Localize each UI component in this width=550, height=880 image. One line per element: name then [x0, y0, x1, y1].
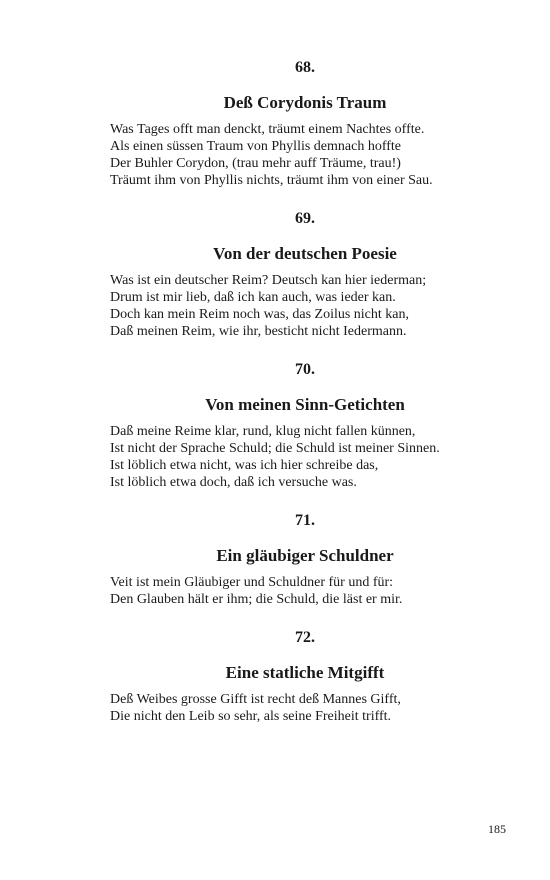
poem-number: 72. — [295, 629, 315, 646]
poem-lines — [110, 574, 500, 608]
poem-number: 68. — [295, 59, 315, 76]
poem-line: Den Glauben hält er ihm; die Schuld, die läst er mir. — [110, 592, 403, 607]
poem-69 — [110, 209, 500, 340]
poem-line: Daß meinen Reim, wie ihr, besticht nicht Iedermann. — [110, 324, 407, 339]
poem-lines — [110, 272, 500, 340]
poem-title: Ein gläubiger Schuldner — [216, 546, 394, 565]
poem-line: Die nicht den Leib so sehr, als seine Freiheit trifft. — [110, 709, 392, 724]
page-number: 185 — [488, 822, 506, 836]
poem-title: Deß Corydonis Traum — [223, 93, 387, 112]
poem-line: Träumt ihm von Phyllis nichts, träumt ihm von einer Sau. — [110, 173, 433, 188]
poem-line: Was Tages offt man denckt, träumt einem Nachtes offte. — [110, 122, 425, 137]
poem-lines — [110, 121, 500, 189]
poem-title: Von der deutschen Poesie — [213, 244, 397, 263]
poem-70 — [110, 360, 500, 491]
poem-line: Ist löblich etwa nicht, was ich hier schreibe das, — [110, 458, 379, 473]
poem-lines — [110, 691, 500, 725]
poem-line: Drum ist mir lieb, daß ich kan auch, was ieder kan. — [110, 290, 396, 305]
poem-line: Veit ist mein Gläubiger und Schuldner für und für: — [110, 575, 394, 590]
poem-number: 70. — [295, 361, 315, 378]
poem-line: Ist nicht der Sprache Schuld; die Schuld ist meiner Sinnen. — [110, 441, 440, 456]
poem-71 — [110, 511, 500, 608]
poem-title: Von meinen Sinn-Getichten — [205, 395, 405, 414]
poem-68 — [110, 58, 500, 189]
poem-number: 71. — [295, 512, 315, 529]
poem-line: Ist löblich etwa doch, daß ich versuche was. — [110, 475, 357, 490]
poem-line: Als einen süssen Traum von Phyllis demnach hoffte — [110, 139, 402, 154]
poem-line: Deß Weibes grosse Gifft ist recht deß Mannes Gifft, — [110, 692, 401, 707]
poem-line: Daß meine Reime klar, rund, klug nicht fallen künnen, — [110, 424, 416, 439]
poem-72 — [110, 628, 500, 725]
poem-line: Was ist ein deutscher Reim? Deutsch kan hier iederman; — [110, 273, 427, 288]
poem-line: Doch kan mein Reim noch was, das Zoilus nicht kan, — [110, 307, 409, 322]
poem-lines — [110, 423, 500, 491]
poem-line: Der Buhler Corydon, (trau mehr auff Träume, trau!) — [110, 156, 401, 171]
poem-number: 69. — [295, 210, 315, 227]
poem-title: Eine statliche Mitgifft — [225, 663, 385, 682]
